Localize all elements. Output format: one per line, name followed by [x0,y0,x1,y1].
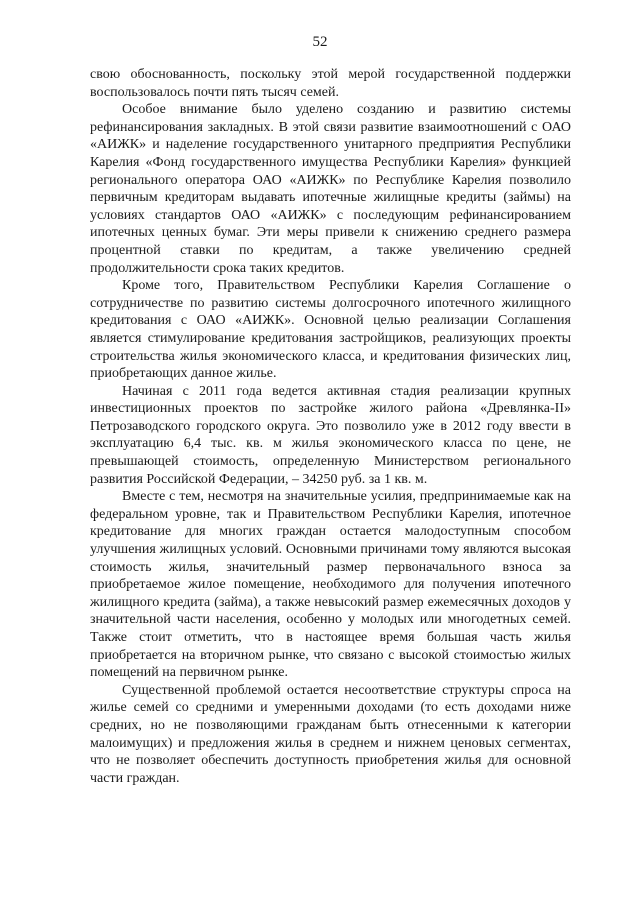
paragraph-agreement: Кроме того, Правительством Республики Карелия Соглашение о сотрудничестве по развитию системы долгосрочного ипотечного жилищного кредитования с ОАО «АИЖК». Основной целью реализации Соглашения является стимулирование кредитования застройщиков, реализующих проекты строительства жилья экономического класса, и кредитования физических лиц, приобретающих данное жилье. [90,278,571,382]
paragraph-investment-projects: Начиная с 2011 года ведется активная стадия реализации крупных инвестиционных проектов по застройке жилого района «Древлянка-II» Петрозаводского городского округа. Это позволило уже в 2012 году ввести в эксплуатацию 6,4 тыс. кв. м жилья экономического класса по цене, не превышающей стоимость, определенную Министерством регионального развития Российской Федерации, – 34250 руб. за 1 кв. м. [90,383,571,487]
document-body [90,66,571,787]
paragraph-refinancing: Особое внимание было уделено созданию и развитию системы рефинансирования закладных. В этой связи развитие взаимоотношений с ОАО «АИЖК» и наделение государственного унитарного предприятия Республики Карелия «Фонд государственного имущества Республики Карелия» функцией регионального оператора ОАО «АИЖК» по Республике Карелия позволило первичным кредиторам выдавать ипотечные жилищные кредиты (займы) на условиях стандартов ОАО «АИЖК» с последующим рефинансированием ипотечных ценных бумаг. Эти меры привели к снижению среднего размера процентной ставки по кредитам, а также увеличению средней продолжительности срока таких кредитов. [90,102,571,276]
paragraph-demand-structure: Существенной проблемой остается несоответствие структуры спроса на жилье семей со средними и умеренными доходами (то есть доходами ниже средних, но не позволяющими гражданам быть отнесенными к категории малоимущих) и предложения жилья в среднем и нижнем ценовых сегментах, что не позволяет обеспечить доступность приобретения жилья для основной части граждан. [90,682,571,786]
page-number: 52 [312,34,328,50]
paragraph-mortgage-accessibility: Вместе с тем, несмотря на значительные усилия, предпринимаемые как на федеральном уровне, так и Правительством Республики Карелия, ипотечное кредитование для многих граждан остается малодоступным способом улучшения жилищных условий. Основными причинами тому являются высокая стоимость жилья, значительный размер первоначального взноса за приобретаемое жилое помещение, необходимого для получения ипотечного жилищного кредита (займа), а также невысокий размер ежемесячных доходов у значительной части населения, особенно у молодых или многодетных семей. Также стоит отметить, что в настоящее время большая часть жилья приобретается на вторичном рынке, что связано с высокой стоимостью жилых помещений на первичном рынке. [90,489,571,681]
paragraph-continuation: свою обоснованность, поскольку этой мерой государственной поддержки воспользовалось почти пять тысяч семей. [90,67,571,100]
